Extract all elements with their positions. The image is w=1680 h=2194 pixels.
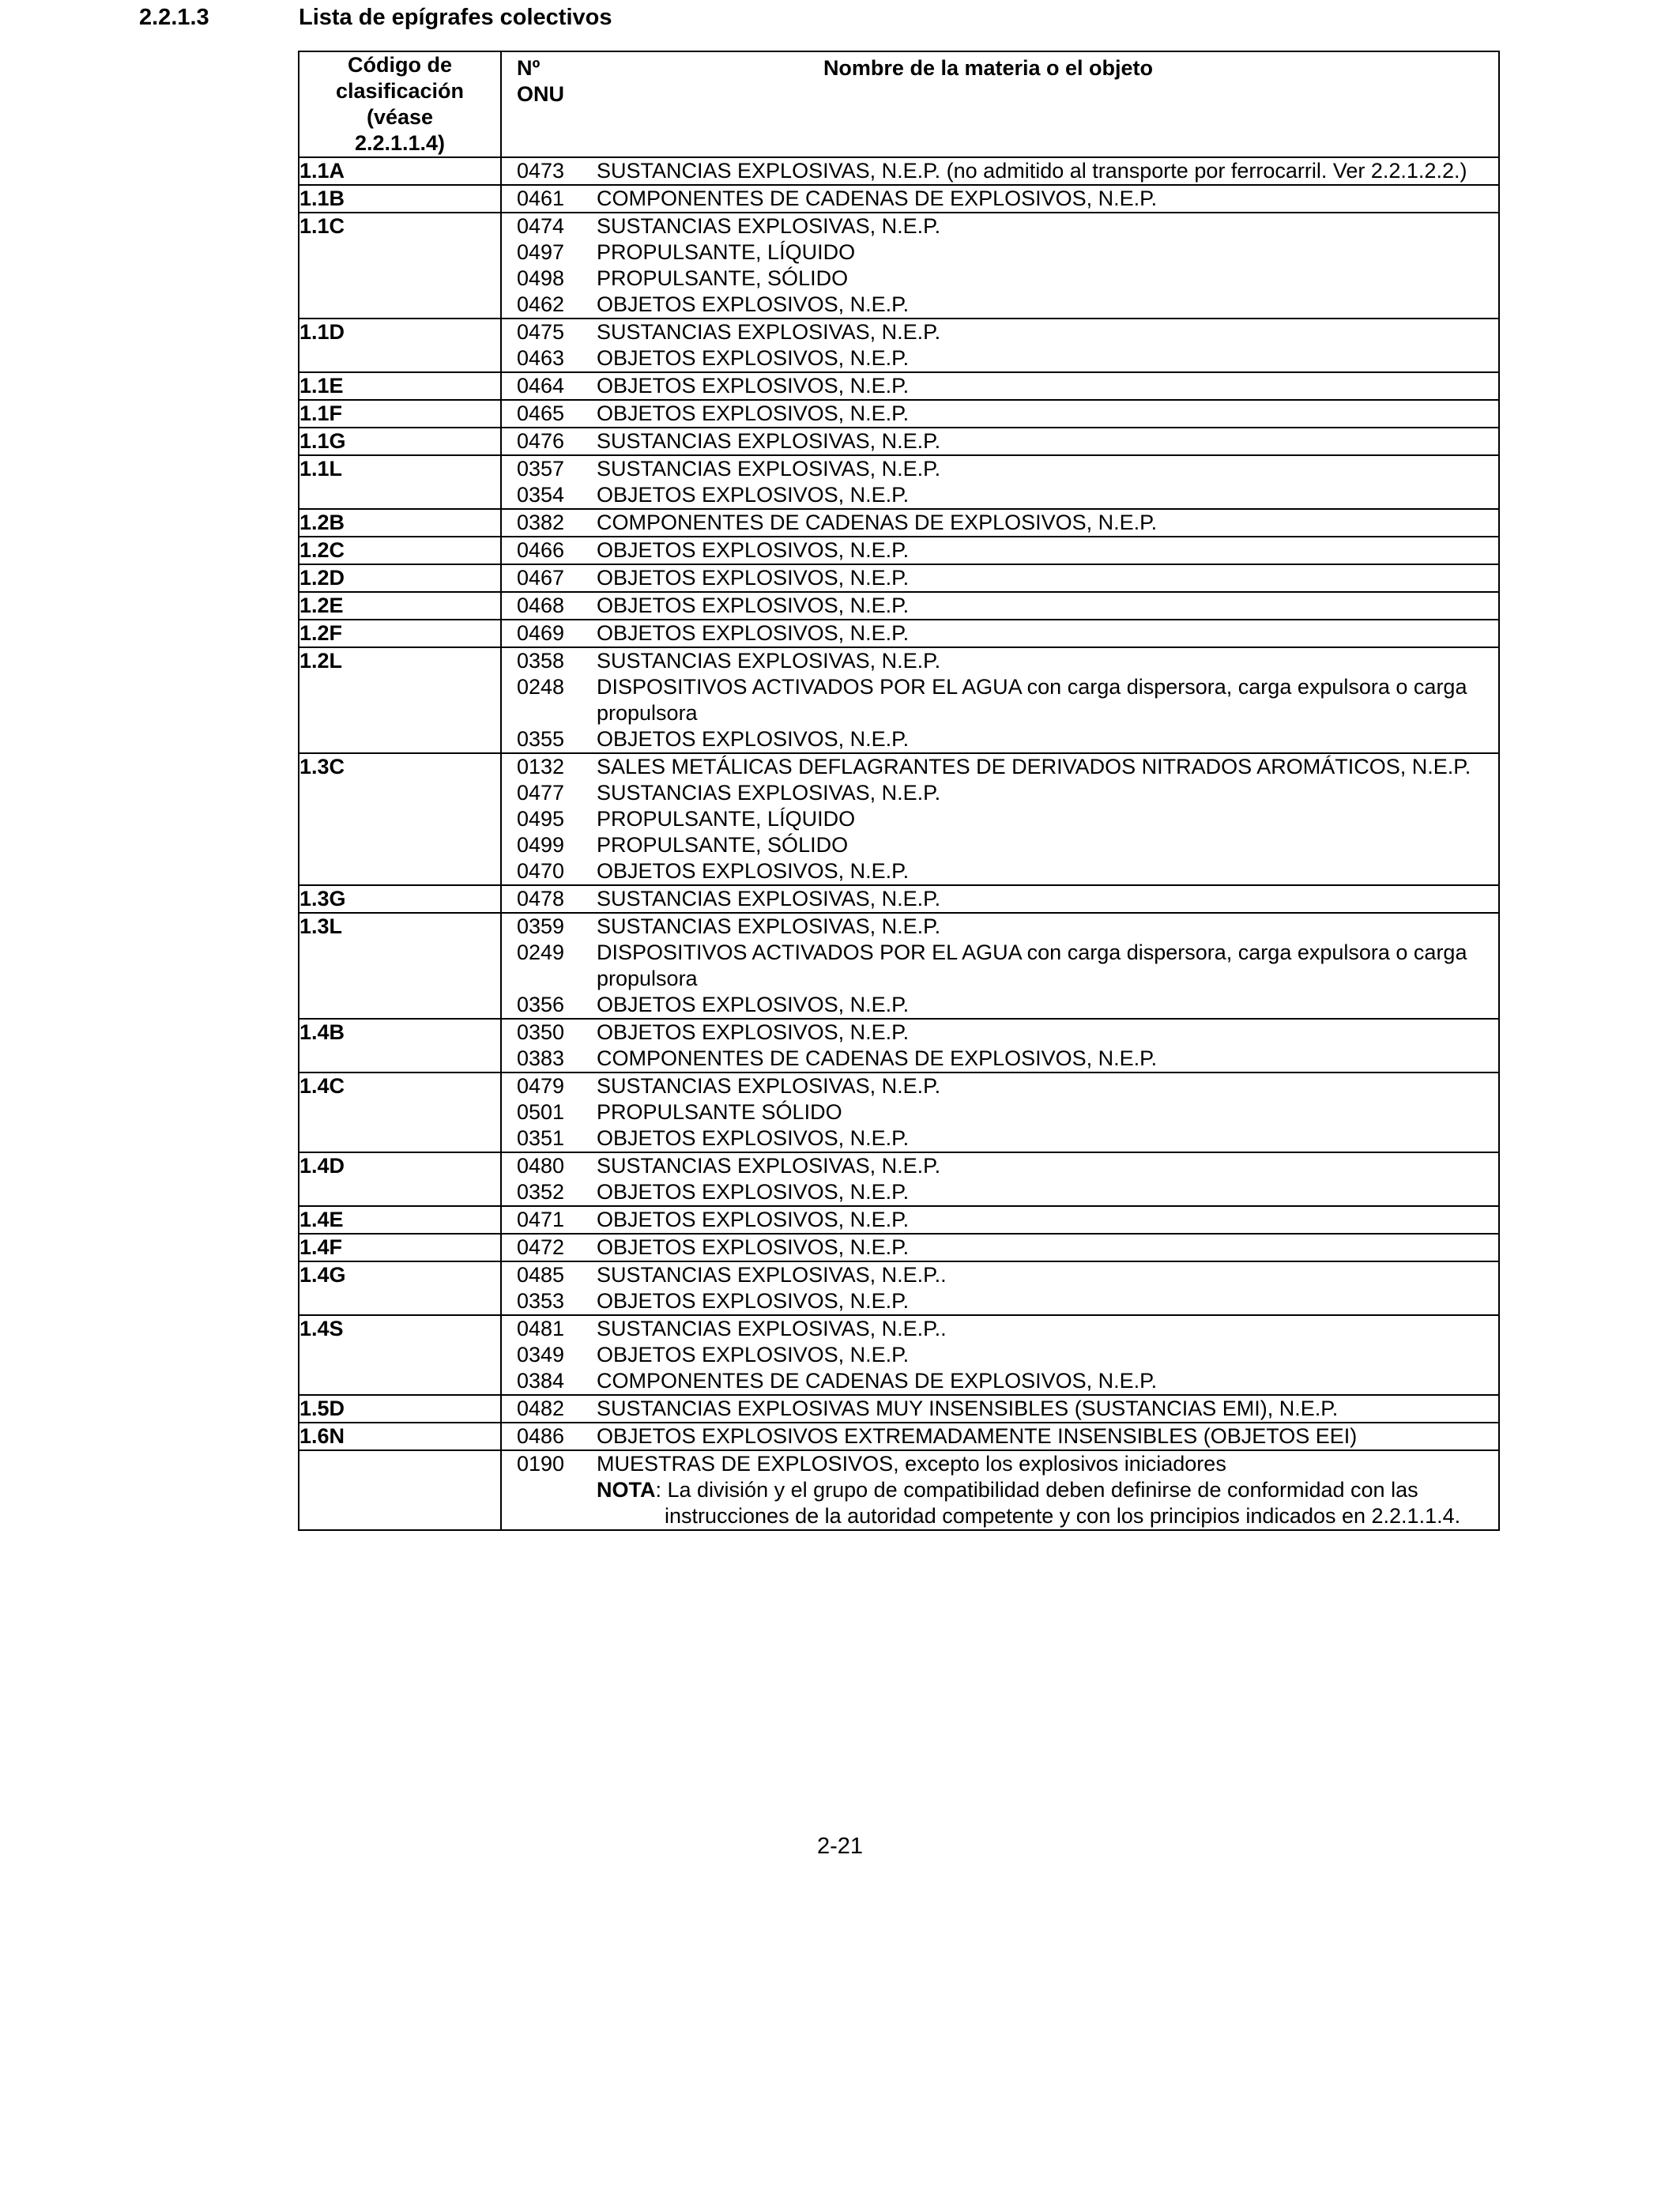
un-number: 0463 bbox=[517, 346, 565, 370]
substance-name: COMPONENTES DE CADENAS DE EXPLOSIVOS, N.E.P. bbox=[597, 187, 1158, 210]
list-item bbox=[502, 620, 1498, 647]
entries-cell bbox=[501, 1261, 1499, 1315]
substance-name: DISPOSITIVOS ACTIVADOS POR EL AGUA con carga dispersora, carga expulsora o carga propulsora bbox=[597, 941, 1467, 990]
substance-name: SUSTANCIAS EXPLOSIVAS, N.E.P. bbox=[597, 320, 941, 344]
entries-cell bbox=[501, 509, 1499, 537]
list-item bbox=[502, 780, 1498, 806]
section-number: 2.2.1.3 bbox=[139, 5, 209, 30]
un-number: 0486 bbox=[517, 1424, 565, 1448]
page-number: 2-21 bbox=[816, 1834, 864, 1859]
entries-cell bbox=[501, 647, 1499, 753]
classification-code: 1.1C bbox=[299, 213, 501, 319]
list-item bbox=[502, 593, 1498, 619]
substance-name: SUSTANCIAS EXPLOSIVAS, N.E.P. bbox=[597, 429, 941, 453]
entries-cell bbox=[501, 319, 1499, 372]
substance-name: PROPULSANTE, LÍQUIDO bbox=[597, 807, 856, 831]
entries-cell bbox=[501, 400, 1499, 428]
list-item bbox=[502, 726, 1498, 752]
table-row bbox=[299, 319, 1499, 372]
un-number: 0497 bbox=[517, 240, 565, 264]
list-item bbox=[502, 319, 1498, 345]
classification-code: 1.1B bbox=[299, 185, 501, 213]
un-number: 0499 bbox=[517, 833, 565, 857]
substance-name: PROPULSANTE, SÓLIDO bbox=[597, 833, 849, 857]
un-number: 0481 bbox=[517, 1317, 565, 1340]
table-row bbox=[299, 372, 1499, 400]
substance-name: COMPONENTES DE CADENAS DE EXPLOSIVOS, N.E.P. bbox=[597, 511, 1158, 534]
table-row bbox=[299, 1261, 1499, 1315]
un-number: 0190 bbox=[517, 1452, 565, 1476]
table-row bbox=[299, 1072, 1499, 1152]
un-number: 0470 bbox=[517, 859, 565, 883]
un-number: 0355 bbox=[517, 727, 565, 751]
classification-code: 1.2C bbox=[299, 537, 501, 564]
table-row bbox=[299, 564, 1499, 592]
list-item bbox=[502, 1316, 1498, 1342]
un-number: 0495 bbox=[517, 807, 565, 831]
un-number: 0351 bbox=[517, 1126, 565, 1150]
substance-name: OBJETOS EXPLOSIVOS, N.E.P. bbox=[597, 292, 910, 316]
un-number: 0462 bbox=[517, 292, 565, 316]
substance-name: SUSTANCIAS EXPLOSIVAS, N.E.P. bbox=[597, 914, 941, 938]
substance-name: OBJETOS EXPLOSIVOS, N.E.P. bbox=[597, 1235, 910, 1259]
un-number: 0472 bbox=[517, 1235, 565, 1259]
table-row bbox=[299, 647, 1499, 753]
substance-name: OBJETOS EXPLOSIVOS, N.E.P. bbox=[597, 1343, 910, 1367]
substance-name: SUSTANCIAS EXPLOSIVAS, N.E.P. bbox=[597, 457, 941, 481]
list-item bbox=[502, 373, 1498, 399]
substance-name: PROPULSANTE, LÍQUIDO bbox=[597, 240, 856, 264]
entries-cell bbox=[501, 1206, 1499, 1234]
list-item bbox=[502, 1179, 1498, 1205]
un-number: 0356 bbox=[517, 993, 565, 1016]
un-number: 0473 bbox=[517, 159, 565, 183]
un-number: 0498 bbox=[517, 266, 565, 290]
entries-cell bbox=[501, 753, 1499, 885]
classification-code: 1.2E bbox=[299, 592, 501, 620]
list-item bbox=[502, 1020, 1498, 1046]
table-row bbox=[299, 1206, 1499, 1234]
entries-cell bbox=[501, 1315, 1499, 1395]
classification-code: 1.4F bbox=[299, 1234, 501, 1261]
un-number: 0465 bbox=[517, 401, 565, 425]
substance-name: PROPULSANTE, SÓLIDO bbox=[597, 266, 849, 290]
substance-name: COMPONENTES DE CADENAS DE EXPLOSIVOS, N.E.P. bbox=[597, 1046, 1158, 1070]
substance-name: OBJETOS EXPLOSIVOS, N.E.P. bbox=[597, 859, 910, 883]
classification-code: 1.1E bbox=[299, 372, 501, 400]
entries-cell bbox=[501, 592, 1499, 620]
un-number: 0467 bbox=[517, 566, 565, 590]
substance-name: PROPULSANTE SÓLIDO bbox=[597, 1100, 842, 1124]
un-number: 0480 bbox=[517, 1154, 565, 1178]
header-code-line: Código de bbox=[348, 53, 452, 77]
substance-name: SUSTANCIAS EXPLOSIVAS, N.E.P. (no admitido al transporte por ferrocarril. Ver 2.2.1.2.2.) bbox=[597, 159, 1467, 183]
un-number: 0474 bbox=[517, 214, 565, 238]
list-item bbox=[502, 1451, 1498, 1477]
substance-name: OBJETOS EXPLOSIVOS, N.E.P. bbox=[597, 594, 910, 617]
classification-code: 1.4G bbox=[299, 1261, 501, 1315]
table-row bbox=[299, 885, 1499, 913]
list-item bbox=[502, 239, 1498, 266]
substance-name: COMPONENTES DE CADENAS DE EXPLOSIVOS, N.E.P. bbox=[597, 1369, 1158, 1393]
classification-code: 1.2B bbox=[299, 509, 501, 537]
entries-cell bbox=[501, 620, 1499, 647]
list-item bbox=[502, 914, 1498, 940]
substance-name: OBJETOS EXPLOSIVOS EXTREMADAMENTE INSENSIBLES (OBJETOS EEI) bbox=[597, 1424, 1358, 1448]
list-item bbox=[502, 1125, 1498, 1152]
list-item bbox=[502, 832, 1498, 858]
substance-name: SUSTANCIAS EXPLOSIVAS, N.E.P. bbox=[597, 887, 941, 910]
un-number: 0354 bbox=[517, 483, 565, 507]
list-item bbox=[502, 674, 1498, 726]
table-row bbox=[299, 592, 1499, 620]
classification-code: 1.1G bbox=[299, 428, 501, 455]
entries-cell bbox=[501, 913, 1499, 1019]
list-item bbox=[502, 940, 1498, 992]
list-item bbox=[502, 401, 1498, 427]
table-header-row bbox=[299, 51, 1499, 157]
note-row bbox=[502, 1477, 1498, 1529]
entries-cell bbox=[501, 213, 1499, 319]
entries-cell bbox=[501, 372, 1499, 400]
substance-name: OBJETOS EXPLOSIVOS, N.E.P. bbox=[597, 727, 910, 751]
note-spacer bbox=[502, 1477, 597, 1529]
substance-name: DISPOSITIVOS ACTIVADOS POR EL AGUA con carga dispersora, carga expulsora o carga propulsora bbox=[597, 675, 1467, 725]
entries-cell bbox=[501, 428, 1499, 455]
classification-code: 1.6N bbox=[299, 1423, 501, 1450]
list-item bbox=[502, 858, 1498, 884]
list-item bbox=[502, 510, 1498, 536]
classification-code: 1.4E bbox=[299, 1206, 501, 1234]
un-number: 0479 bbox=[517, 1074, 565, 1098]
header-name: Nombre de la materia o el objeto bbox=[823, 56, 1154, 80]
table-row bbox=[299, 537, 1499, 564]
list-item bbox=[502, 565, 1498, 591]
classification-code: 1.4C bbox=[299, 1072, 501, 1152]
list-item bbox=[502, 1099, 1498, 1125]
list-item bbox=[502, 1262, 1498, 1288]
header-onu bbox=[502, 52, 597, 109]
substance-name: SUSTANCIAS EXPLOSIVAS, N.E.P. bbox=[597, 214, 941, 238]
substance-name: SUSTANCIAS EXPLOSIVAS MUY INSENSIBLES (SUSTANCIAS EMI), N.E.P. bbox=[597, 1397, 1339, 1420]
list-item bbox=[502, 292, 1498, 318]
un-number: 0384 bbox=[517, 1369, 565, 1393]
header-onu-line: Nº bbox=[517, 56, 541, 80]
un-number: 0357 bbox=[517, 457, 565, 481]
entries-cell bbox=[501, 157, 1499, 185]
header-code-line: clasificación bbox=[335, 79, 465, 103]
table-row bbox=[299, 1152, 1499, 1206]
un-number: 0464 bbox=[517, 374, 565, 398]
entries-cell bbox=[501, 1395, 1499, 1423]
substance-name: OBJETOS EXPLOSIVOS, N.E.P. bbox=[597, 346, 910, 370]
classification-code: 1.3C bbox=[299, 753, 501, 885]
table-row bbox=[299, 157, 1499, 185]
substance-name: OBJETOS EXPLOSIVOS, N.E.P. bbox=[597, 374, 910, 398]
entries-cell bbox=[501, 885, 1499, 913]
table-row bbox=[299, 185, 1499, 213]
list-item bbox=[502, 158, 1498, 184]
entries-cell bbox=[501, 564, 1499, 592]
table-row bbox=[299, 213, 1499, 319]
list-item bbox=[502, 648, 1498, 674]
classification-code: 1.5D bbox=[299, 1395, 501, 1423]
table-row bbox=[299, 509, 1499, 537]
un-number: 0132 bbox=[517, 755, 565, 778]
classification-code: 1.3L bbox=[299, 913, 501, 1019]
un-number: 0352 bbox=[517, 1180, 565, 1204]
list-item bbox=[502, 992, 1498, 1018]
un-number: 0476 bbox=[517, 429, 565, 453]
table-row bbox=[299, 400, 1499, 428]
substance-name: OBJETOS EXPLOSIVOS, N.E.P. bbox=[597, 1289, 910, 1313]
substance-name: OBJETOS EXPLOSIVOS, N.E.P. bbox=[597, 401, 910, 425]
classification-code: 1.1L bbox=[299, 455, 501, 509]
note-label: NOTA bbox=[597, 1478, 656, 1502]
table-body bbox=[299, 157, 1499, 1530]
substance-name: SUSTANCIAS EXPLOSIVAS, N.E.P. bbox=[597, 1074, 941, 1098]
un-number: 0349 bbox=[517, 1343, 565, 1367]
entries-cell bbox=[501, 185, 1499, 213]
substance-name: SUSTANCIAS EXPLOSIVAS, N.E.P. bbox=[597, 781, 941, 805]
header-onu-line: ONU bbox=[517, 82, 564, 106]
substance-name: OBJETOS EXPLOSIVOS, N.E.P. bbox=[597, 538, 910, 562]
entries-cell bbox=[501, 1152, 1499, 1206]
table-row bbox=[299, 753, 1499, 885]
un-number: 0358 bbox=[517, 649, 565, 673]
entries-cell bbox=[501, 1072, 1499, 1152]
list-item bbox=[502, 886, 1498, 912]
entries-cell bbox=[501, 455, 1499, 509]
table-row bbox=[299, 428, 1499, 455]
entries-cell bbox=[501, 537, 1499, 564]
table-row bbox=[299, 1395, 1499, 1423]
un-number: 0485 bbox=[517, 1263, 565, 1287]
substance-name: SUSTANCIAS EXPLOSIVAS, N.E.P. bbox=[597, 649, 941, 673]
classification-code: 1.1A bbox=[299, 157, 501, 185]
note-text-block bbox=[597, 1477, 1498, 1529]
substance-name: OBJETOS EXPLOSIVOS, N.E.P. bbox=[597, 621, 910, 645]
substance-name: OBJETOS EXPLOSIVOS, N.E.P. bbox=[597, 1126, 910, 1150]
un-number: 0461 bbox=[517, 187, 565, 210]
classification-code: 1.2F bbox=[299, 620, 501, 647]
list-item bbox=[502, 1235, 1498, 1261]
list-item bbox=[502, 1368, 1498, 1394]
table-row bbox=[299, 913, 1499, 1019]
un-number: 0382 bbox=[517, 511, 565, 534]
classification-code: 1.4B bbox=[299, 1019, 501, 1072]
entries-cell bbox=[501, 1423, 1499, 1450]
list-item bbox=[502, 1153, 1498, 1179]
un-number: 0248 bbox=[517, 675, 565, 699]
list-item bbox=[502, 1046, 1498, 1072]
list-item bbox=[502, 456, 1498, 482]
list-item bbox=[502, 1342, 1498, 1368]
list-item bbox=[502, 754, 1498, 780]
un-number: 0471 bbox=[517, 1208, 565, 1231]
classification-code bbox=[299, 1450, 501, 1530]
note bbox=[597, 1477, 1498, 1529]
classification-code: 1.1D bbox=[299, 319, 501, 372]
list-item bbox=[502, 1288, 1498, 1314]
un-number: 0353 bbox=[517, 1289, 565, 1313]
list-item bbox=[502, 537, 1498, 564]
list-item bbox=[502, 213, 1498, 239]
un-number: 0466 bbox=[517, 538, 565, 562]
un-number: 0350 bbox=[517, 1020, 565, 1044]
classification-code: 1.4D bbox=[299, 1152, 501, 1206]
classification-code: 1.2L bbox=[299, 647, 501, 753]
substance-name: SUSTANCIAS EXPLOSIVAS, N.E.P.. bbox=[597, 1317, 947, 1340]
list-item bbox=[502, 806, 1498, 832]
header-code bbox=[299, 51, 501, 157]
un-number: 0359 bbox=[517, 914, 565, 938]
list-item bbox=[502, 428, 1498, 454]
classification-code: 1.2D bbox=[299, 564, 501, 592]
un-number: 0249 bbox=[517, 941, 565, 964]
substance-name: OBJETOS EXPLOSIVOS, N.E.P. bbox=[597, 993, 910, 1016]
table-row bbox=[299, 1450, 1499, 1530]
substance-name: OBJETOS EXPLOSIVOS, N.E.P. bbox=[597, 483, 910, 507]
un-number: 0475 bbox=[517, 320, 565, 344]
substance-name: SUSTANCIAS EXPLOSIVAS, N.E.P. bbox=[597, 1154, 941, 1178]
un-number: 0469 bbox=[517, 621, 565, 645]
header-code-line: 2.2.1.1.4) bbox=[354, 131, 446, 155]
substance-name: OBJETOS EXPLOSIVOS, N.E.P. bbox=[597, 1208, 910, 1231]
substance-name: SALES METÁLICAS DEFLAGRANTES DE DERIVADOS NITRADOS AROMÁTICOS, N.E.P. bbox=[597, 755, 1471, 778]
un-number: 0477 bbox=[517, 781, 565, 805]
table-row bbox=[299, 1234, 1499, 1261]
classification-code: 1.1F bbox=[299, 400, 501, 428]
un-number: 0501 bbox=[517, 1100, 565, 1124]
header-code-line: (véase bbox=[366, 105, 434, 129]
substance-name: OBJETOS EXPLOSIVOS, N.E.P. bbox=[597, 1020, 910, 1044]
table-row bbox=[299, 1019, 1499, 1072]
classification-code: 1.4S bbox=[299, 1315, 501, 1395]
classification-code: 1.3G bbox=[299, 885, 501, 913]
substance-name: OBJETOS EXPLOSIVOS, N.E.P. bbox=[597, 566, 910, 590]
list-item bbox=[502, 1073, 1498, 1099]
table-row bbox=[299, 620, 1499, 647]
note-text: : La división y el grupo de compatibilidad deben definirse de conformidad con las instrucciones de la autoridad competente y con los principios indicados en 2.2.1.1.4. bbox=[655, 1478, 1461, 1528]
header-onu-name-cell bbox=[501, 51, 1499, 157]
substance-name: SUSTANCIAS EXPLOSIVAS, N.E.P.. bbox=[597, 1263, 947, 1287]
list-item bbox=[502, 186, 1498, 212]
un-number: 0383 bbox=[517, 1046, 565, 1070]
list-item bbox=[502, 482, 1498, 508]
collective-entries-table bbox=[298, 51, 1500, 1531]
section-title: Lista de epígrafes colectivos bbox=[299, 5, 612, 30]
list-item bbox=[502, 1423, 1498, 1449]
table-row bbox=[299, 455, 1499, 509]
entries-cell bbox=[501, 1450, 1499, 1530]
substance-name: MUESTRAS DE EXPLOSIVOS, excepto los explosivos iniciadores bbox=[597, 1452, 1226, 1476]
list-item bbox=[502, 1396, 1498, 1422]
list-item bbox=[502, 266, 1498, 292]
table-row bbox=[299, 1423, 1499, 1450]
substance-name: OBJETOS EXPLOSIVOS, N.E.P. bbox=[597, 1180, 910, 1204]
un-number: 0468 bbox=[517, 594, 565, 617]
list-item bbox=[502, 1207, 1498, 1233]
un-number: 0478 bbox=[517, 887, 565, 910]
table-row bbox=[299, 1315, 1499, 1395]
entries-cell bbox=[501, 1019, 1499, 1072]
list-item bbox=[502, 345, 1498, 371]
un-number: 0482 bbox=[517, 1397, 565, 1420]
entries-cell bbox=[501, 1234, 1499, 1261]
